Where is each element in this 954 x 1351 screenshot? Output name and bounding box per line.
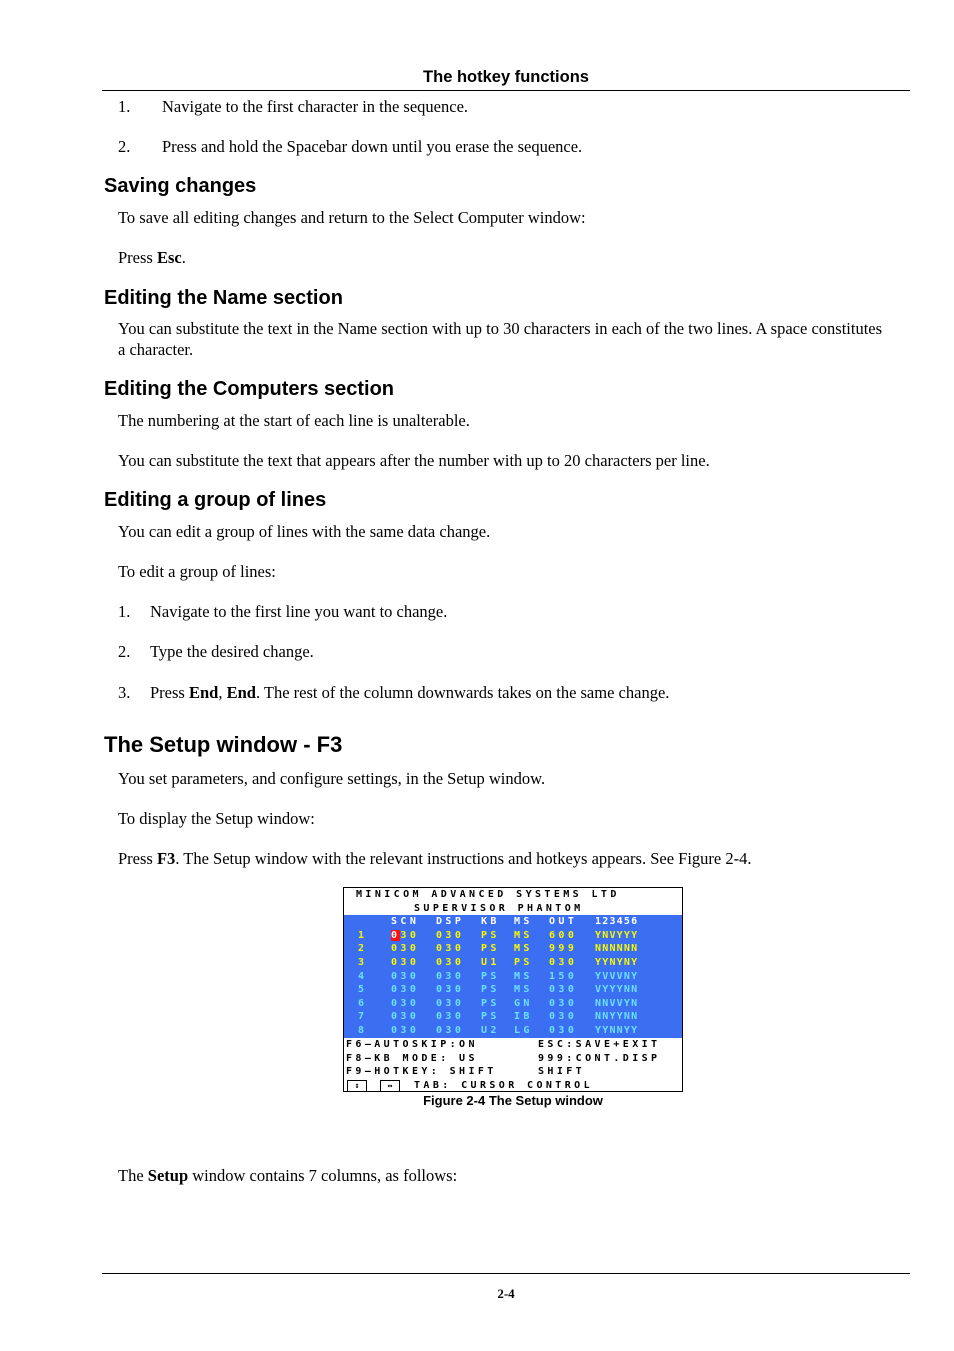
paragraph: To edit a group of lines: xyxy=(118,562,276,581)
paragraph: The numbering at the start of each line is unalterable. xyxy=(118,411,470,430)
horizontal-arrows-icon: ↔ xyxy=(380,1080,400,1092)
section-heading: Saving changes xyxy=(104,175,257,197)
cell-out[interactable]: 150 xyxy=(549,970,578,982)
cell-out[interactable]: 999 xyxy=(549,943,578,955)
cell-ms[interactable]: MS xyxy=(514,943,533,955)
running-header: The hotkey functions xyxy=(423,68,589,86)
setup-table-row xyxy=(344,970,682,984)
cell-ms[interactable]: MS xyxy=(514,929,533,941)
screen-subtitle-row xyxy=(344,902,682,916)
column-header: OUT xyxy=(549,916,578,928)
cell-kb[interactable]: PS xyxy=(481,997,500,1009)
chapter-heading: The Setup window - F3 xyxy=(104,732,343,757)
screen-subtitle: SUPERVISOR PHANTOM xyxy=(414,902,584,914)
hotkey-right: SHIFT xyxy=(538,1066,586,1078)
setup-window-figure xyxy=(343,887,683,1092)
column-header: 123456 xyxy=(595,916,639,928)
cell-flags[interactable]: YVVVNY xyxy=(595,970,639,982)
cell-flags[interactable]: YYNYNY xyxy=(595,957,639,968)
column-header: KB xyxy=(481,916,500,928)
cell-rest: 30 xyxy=(400,929,420,941)
cell-scn[interactable]: 030 xyxy=(391,984,420,996)
cell-ms[interactable]: MS xyxy=(514,984,533,996)
hotkey-line xyxy=(344,1052,682,1066)
cell-dsp[interactable]: 030 xyxy=(436,929,465,941)
cell-flags[interactable]: NNNNNN xyxy=(595,943,639,955)
cell-scn[interactable]: 030 xyxy=(391,970,420,982)
cell-flags[interactable]: NNYYNN xyxy=(595,1011,639,1023)
cell-out[interactable]: 030 xyxy=(549,997,578,1009)
section-heading: Editing the Name section xyxy=(104,287,343,309)
list-item: Press End, End. The rest of the column downwards takes on the same change. xyxy=(150,683,670,702)
tab-hint: TAB: CURSOR CONTROL xyxy=(414,1079,593,1091)
column-header: MS xyxy=(514,916,533,928)
column-header-row xyxy=(344,915,682,929)
vertical-arrows-icon: ↕ xyxy=(347,1080,367,1092)
cell-out[interactable]: 600 xyxy=(549,929,578,941)
row-number: 5 xyxy=(358,984,368,996)
column-header: SCN xyxy=(391,916,420,928)
section-heading: Editing the Computers section xyxy=(104,378,395,400)
paragraph: You can edit a group of lines with the same data change. xyxy=(118,522,491,541)
paragraph: You can substitute the text in the Name section with up to 30 characters in each of the two lines. A space constitutes a character. xyxy=(118,319,883,359)
header-rule xyxy=(102,90,910,91)
hotkey-right: 999:CONT.DISP xyxy=(538,1052,661,1064)
hotkey-line xyxy=(344,1065,682,1079)
cell-dsp[interactable]: 030 xyxy=(436,1025,465,1036)
cell-scn[interactable]: 030 xyxy=(391,957,420,968)
setup-table-row xyxy=(344,1024,682,1038)
paragraph: To display the Setup window: xyxy=(118,809,315,828)
paragraph: You can substitute the text that appears after the number with up to 20 characters per line. xyxy=(118,451,710,470)
row-number: 6 xyxy=(358,997,368,1009)
row-number: 3 xyxy=(358,957,368,968)
cell-kb[interactable]: U2 xyxy=(481,1025,500,1036)
setup-table-row xyxy=(344,997,682,1011)
hotkey-line xyxy=(344,1038,682,1052)
cell-kb[interactable]: PS xyxy=(481,984,500,996)
row-number: 7 xyxy=(358,1011,368,1023)
section-heading: Editing a group of lines xyxy=(104,489,327,511)
figure-caption: Figure 2-4 The Setup window xyxy=(423,1093,603,1108)
list-item: Type the desired change. xyxy=(150,642,314,661)
cell-dsp[interactable]: 030 xyxy=(436,943,465,955)
list-number: 1. xyxy=(118,602,131,621)
list-item: Navigate to the first line you want to change. xyxy=(150,602,448,621)
paragraph: To save all editing changes and return to the Select Computer window: xyxy=(118,208,586,227)
cell-kb[interactable]: PS xyxy=(481,970,500,982)
key-name: End xyxy=(188,683,219,702)
cell-out[interactable]: 030 xyxy=(549,1025,578,1036)
list-item: Navigate to the first character in the sequence. xyxy=(162,97,469,116)
row-number: 8 xyxy=(358,1025,368,1036)
key-name: F3 xyxy=(156,849,176,868)
cell-ms[interactable]: IB xyxy=(514,1011,533,1023)
cell-dsp[interactable]: 030 xyxy=(436,984,465,996)
hotkey-left: F8–KB MODE: US xyxy=(346,1052,478,1064)
list-number: 3. xyxy=(118,683,131,702)
paragraph: You set parameters, and configure settings, in the Setup window. xyxy=(118,769,546,788)
cell-flags[interactable]: NNVVYN xyxy=(595,997,639,1009)
cell-ms[interactable]: PS xyxy=(514,957,533,968)
cell-kb[interactable]: U1 xyxy=(481,957,500,968)
cell-dsp[interactable]: 030 xyxy=(436,997,465,1009)
cell-ms[interactable]: LG xyxy=(514,1025,533,1036)
paragraph: Press F3. The Setup window with the relevant instructions and hotkeys appears. See Figure 2-4. xyxy=(118,849,752,868)
column-header: DSP xyxy=(436,916,465,928)
cursor-highlight: 0 xyxy=(391,929,401,941)
page-number: 2-4 xyxy=(497,1286,515,1301)
row-number: 4 xyxy=(358,970,368,982)
setup-table-row xyxy=(344,983,682,997)
cell-flags[interactable]: VYYYNN xyxy=(595,984,639,996)
tab-line xyxy=(344,1079,682,1092)
setup-table-row xyxy=(344,942,682,956)
cell-kb[interactable]: PS xyxy=(481,943,500,955)
cell-dsp[interactable]: 030 xyxy=(436,970,465,982)
cell-scn[interactable]: 030 xyxy=(391,943,420,955)
footer-rule xyxy=(102,1273,910,1274)
cell-scn[interactable]: 030 xyxy=(391,997,420,1009)
hotkey-right: ESC:SAVE+EXIT xyxy=(538,1039,661,1050)
cell-scn[interactable]: 030 xyxy=(391,1011,420,1023)
paragraph: Press Esc. xyxy=(118,248,186,267)
setup-table-row xyxy=(344,956,682,970)
cell-out[interactable]: 030 xyxy=(549,984,578,996)
row-number: 1 xyxy=(358,929,368,941)
list-item: Press and hold the Spacebar down until you erase the sequence. xyxy=(162,137,583,156)
key-name: Setup xyxy=(147,1166,189,1185)
cell-ms[interactable]: GN xyxy=(514,997,533,1009)
cell-out[interactable]: 030 xyxy=(549,957,578,968)
screen-title-row xyxy=(344,888,682,902)
list-number: 2. xyxy=(118,642,131,661)
cell-out[interactable]: 030 xyxy=(549,1011,578,1023)
cell-flags[interactable]: YYNNYY xyxy=(595,1025,639,1036)
hotkey-left: F9–HOTKEY: SHIFT xyxy=(346,1066,497,1078)
list-number: 1. xyxy=(118,97,131,116)
cell-scn[interactable] xyxy=(391,929,419,943)
key-name: Esc xyxy=(156,248,182,267)
cell-ms[interactable]: MS xyxy=(514,970,533,982)
cell-dsp[interactable]: 030 xyxy=(436,957,465,968)
setup-table-row xyxy=(344,929,682,943)
setup-table-row xyxy=(344,1010,682,1024)
cell-scn[interactable]: 030 xyxy=(391,1025,420,1036)
cell-kb[interactable]: PS xyxy=(481,1011,500,1023)
cell-flags[interactable]: YNVYYY xyxy=(595,929,639,941)
key-name: End xyxy=(226,683,256,702)
cell-kb[interactable]: PS xyxy=(481,929,500,941)
screen-title: MINICOM ADVANCED SYSTEMS LTD xyxy=(356,889,620,900)
row-number: 2 xyxy=(358,943,368,955)
paragraph: The Setup window contains 7 columns, as follows: xyxy=(118,1166,458,1185)
cell-dsp[interactable]: 030 xyxy=(436,1011,465,1023)
hotkey-left: F6–AUTOSKIP:ON xyxy=(346,1039,478,1050)
list-number: 2. xyxy=(118,137,131,156)
